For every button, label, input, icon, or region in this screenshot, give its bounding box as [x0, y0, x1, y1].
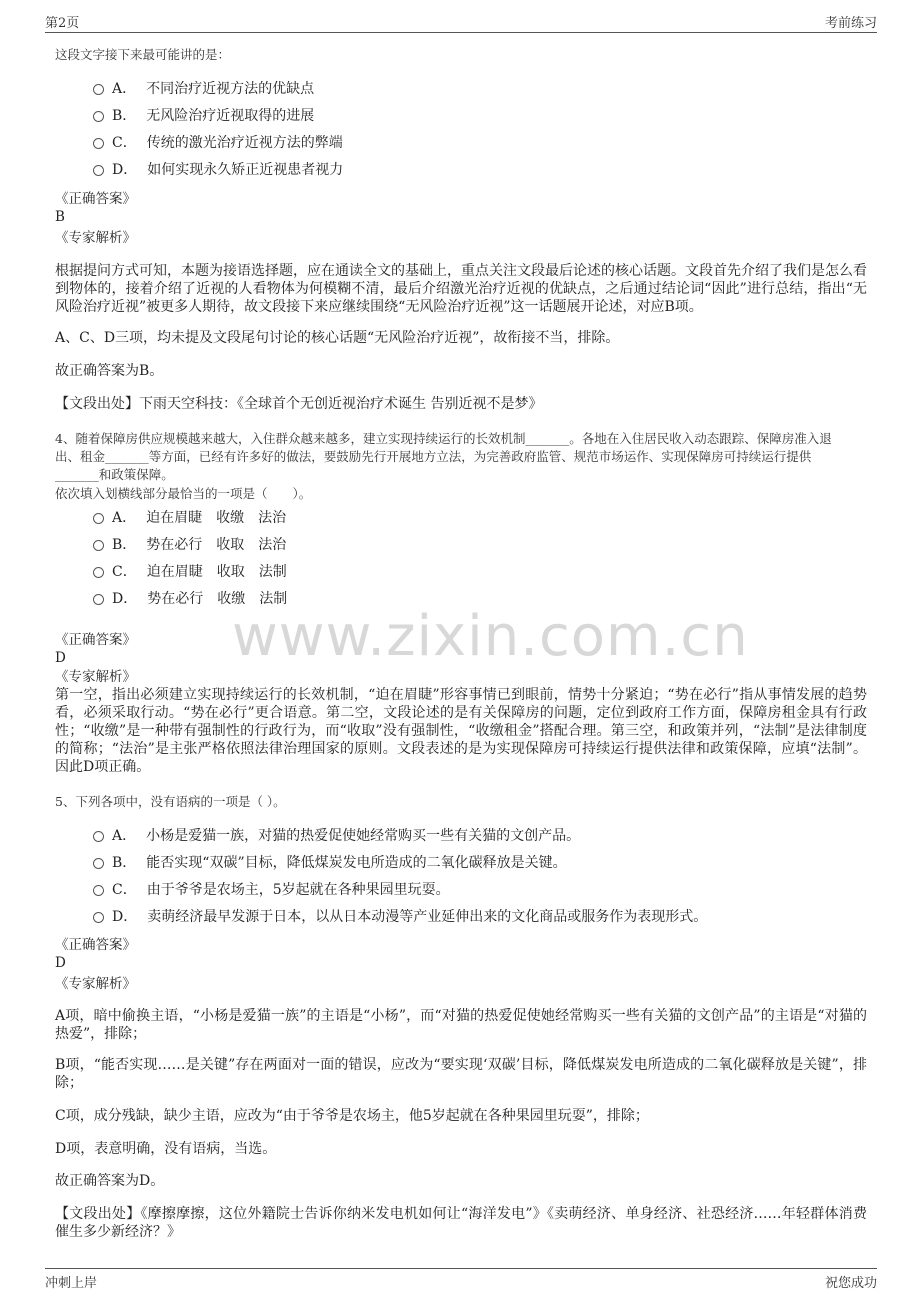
analysis-paragraph: C项，成分残缺，缺少主语，应改为“由于爷爷是农场主，他5岁起就在各种果园里玩耍”，排除；: [55, 1108, 649, 1124]
footer-right-text: 祝您成功: [824, 1276, 877, 1291]
radio-icon[interactable]: [93, 513, 104, 524]
analysis-paragraph: 第一空，指出必须建立实现持续运行的长效机制，“迫在眉睫”形容事情已到眼前，情势十分紧迫；“势在必行”指从事情发展的趋势看，必须采取行动。“势在必行”更合语意。第二空，文段论述的是有关保障房的问题，定位到政府工作方面，保障房租金具有行政性；“收缴”是一种带有强制性的行政行为，而“收取”没有强制性，“收缴租金”搭配合理。第三空，和政策并列，“法制”是法律制度的简称；“法治”是主张严格依照法律治理国家的原则。文段表述的是为实现保障房可持续运行提供法律和政策保障，应填“法制”。因此D项正确。: [55, 687, 867, 775]
radio-icon[interactable]: [93, 567, 104, 578]
option-text: 小杨是爱猫一族，对猫的热爱促使她经常购买一些有关猫的文创产品。: [146, 828, 581, 844]
radio-icon[interactable]: [93, 912, 104, 923]
option-letter: B．: [112, 108, 137, 124]
option-letter: D．: [112, 162, 138, 178]
footer-divider: [45, 1268, 877, 1269]
header-title: 考前练习: [824, 16, 877, 31]
analysis-paragraph: 根据提问方式可知，本题为接语选择题，应在通读全文的基础上，重点关注文段最后论述的核心话题。文段首先介绍了我们是怎么看到物体的，接着介绍了近视的人看物体为何模糊不清，最后介绍激光治疗近视的优缺点，之后通过结论词“因此”进行总结，指出“无风险治疗近视”被更多人期待，故文段接下来应继续围绕“无风险治疗近视”这一话题展开论述，对应B项。: [55, 263, 867, 315]
analysis-paragraph: D项，表意明确，没有语病，当选。: [55, 1141, 277, 1157]
answer-value: B: [55, 209, 65, 225]
option-letter: A．: [112, 828, 137, 844]
option-text: 不同治疗近视方法的优缺点: [146, 81, 315, 97]
question-stem: 这段文字接下来最可能讲的是：: [55, 47, 231, 62]
option-letter: C．: [112, 135, 137, 151]
question-instruction: 依次填入划横线部分最恰当的一项是（ ）。: [55, 486, 312, 501]
question-stem: _______和政策保障。: [55, 467, 174, 482]
option-a[interactable]: [93, 827, 580, 845]
option-text: 由于爷爷是农场主，5岁起就在各种果园里玩耍。: [146, 882, 450, 898]
option-b[interactable]: [93, 536, 286, 554]
analysis-label: 《专家解析》: [55, 669, 136, 685]
option-text: 如何实现永久矫正近视患者视力: [147, 162, 344, 178]
option-letter: B．: [112, 855, 137, 871]
header-divider: [45, 32, 877, 33]
radio-icon[interactable]: [93, 540, 104, 551]
option-text: 无风险治疗近视取得的进展: [146, 108, 315, 124]
question-stem: 出、租金_______等方面，已经有许多好的做法，要鼓励先行开展地方立法，为完善政府监管、规范市场运作、实现保障房可持续运行提供: [55, 449, 812, 464]
option-text: 迫在眉睫 收取 法制: [146, 564, 287, 580]
option-c[interactable]: [93, 881, 450, 899]
option-text: 卖萌经济最早发源于日本，以从日本动漫等产业延伸出来的文化商品或服务作为表现形式。: [147, 909, 708, 925]
question-stem: 4、随着保障房供应规模越来越大，入住群众越来越多，建立实现持续运行的长效机制_______。各地在入住居民收入动态跟踪、保障房准入退: [55, 431, 832, 446]
option-letter: C．: [112, 564, 137, 580]
radio-icon[interactable]: [93, 831, 104, 842]
analysis-label: 《专家解析》: [55, 976, 136, 992]
analysis-paragraph: B项，“能否实现……是关键”存在两面对一面的错误，应改为“要实现‘双碳’目标，降低煤炭发电所造成的二氧化碳释放是关键”，排除；: [55, 1057, 867, 1091]
option-text: 能否实现“双碳”目标，降低煤炭发电所造成的二氧化碳释放是关键。: [146, 855, 567, 871]
option-letter: D．: [112, 591, 138, 607]
option-c[interactable]: [93, 134, 343, 152]
analysis-paragraph: A项，暗中偷换主语，“小杨是爱猫一族”的主语是“小杨”，而“对猫的热爱促使她经常购买一些有关猫的文创产品”的主语是“对猫的热爱”，排除；: [55, 1008, 867, 1042]
analysis-label: 《专家解析》: [55, 230, 136, 246]
answer-label: 《正确答案》: [55, 937, 136, 953]
answer-label: 《正确答案》: [55, 632, 136, 648]
option-text: 势在必行 收缴 法制: [147, 591, 288, 607]
option-text: 势在必行 收取 法治: [146, 537, 287, 553]
option-d[interactable]: [93, 161, 343, 179]
option-text: 迫在眉睫 收缴 法治: [146, 510, 287, 526]
option-letter: A．: [112, 81, 137, 97]
option-letter: A．: [112, 510, 137, 526]
radio-icon[interactable]: [93, 885, 104, 896]
question-stem: 5、下列各项中，没有语病的一项是（ ）。: [55, 794, 286, 809]
footer-left-text: 冲刺上岸: [45, 1276, 98, 1291]
radio-icon[interactable]: [93, 594, 104, 605]
option-d[interactable]: [93, 908, 707, 926]
option-b[interactable]: [93, 854, 567, 872]
option-c[interactable]: [93, 563, 287, 581]
answer-value: D: [55, 650, 66, 666]
watermark: www.zixin.com.cn: [232, 604, 749, 669]
radio-icon[interactable]: [93, 111, 104, 122]
option-a[interactable]: [93, 509, 286, 527]
page-number: 第2页: [45, 16, 80, 31]
radio-icon[interactable]: [93, 84, 104, 95]
analysis-conclusion: 故正确答案为B。: [55, 363, 164, 379]
radio-icon[interactable]: [93, 138, 104, 149]
source-citation: 【文段出处】《摩擦摩擦，这位外籍院士告诉你纳米发电机如何让“海洋发电”》《卖萌经济、单身经济、社恐经济……年轻群体消费催生多少新经济？》: [55, 1206, 867, 1240]
option-text: 传统的激光治疗近视方法的弊端: [146, 135, 343, 151]
source-citation: 【文段出处】下雨天空科技：《全球首个无创近视治疗术诞生 告别近视不是梦》: [55, 396, 543, 412]
option-letter: D．: [112, 909, 138, 925]
analysis-conclusion: 故正确答案为D。: [55, 1173, 165, 1189]
analysis-paragraph: A、C、D三项，均未提及文段尾句讨论的核心话题“无风险治疗近视”，故衔接不当，排除。: [55, 330, 620, 346]
radio-icon[interactable]: [93, 165, 104, 176]
answer-value: D: [55, 955, 66, 971]
option-letter: C．: [112, 882, 137, 898]
option-b[interactable]: [93, 107, 314, 125]
option-letter: B．: [112, 537, 137, 553]
radio-icon[interactable]: [93, 858, 104, 869]
option-d[interactable]: [93, 590, 287, 608]
answer-label: 《正确答案》: [55, 191, 136, 207]
option-a[interactable]: [93, 80, 314, 98]
